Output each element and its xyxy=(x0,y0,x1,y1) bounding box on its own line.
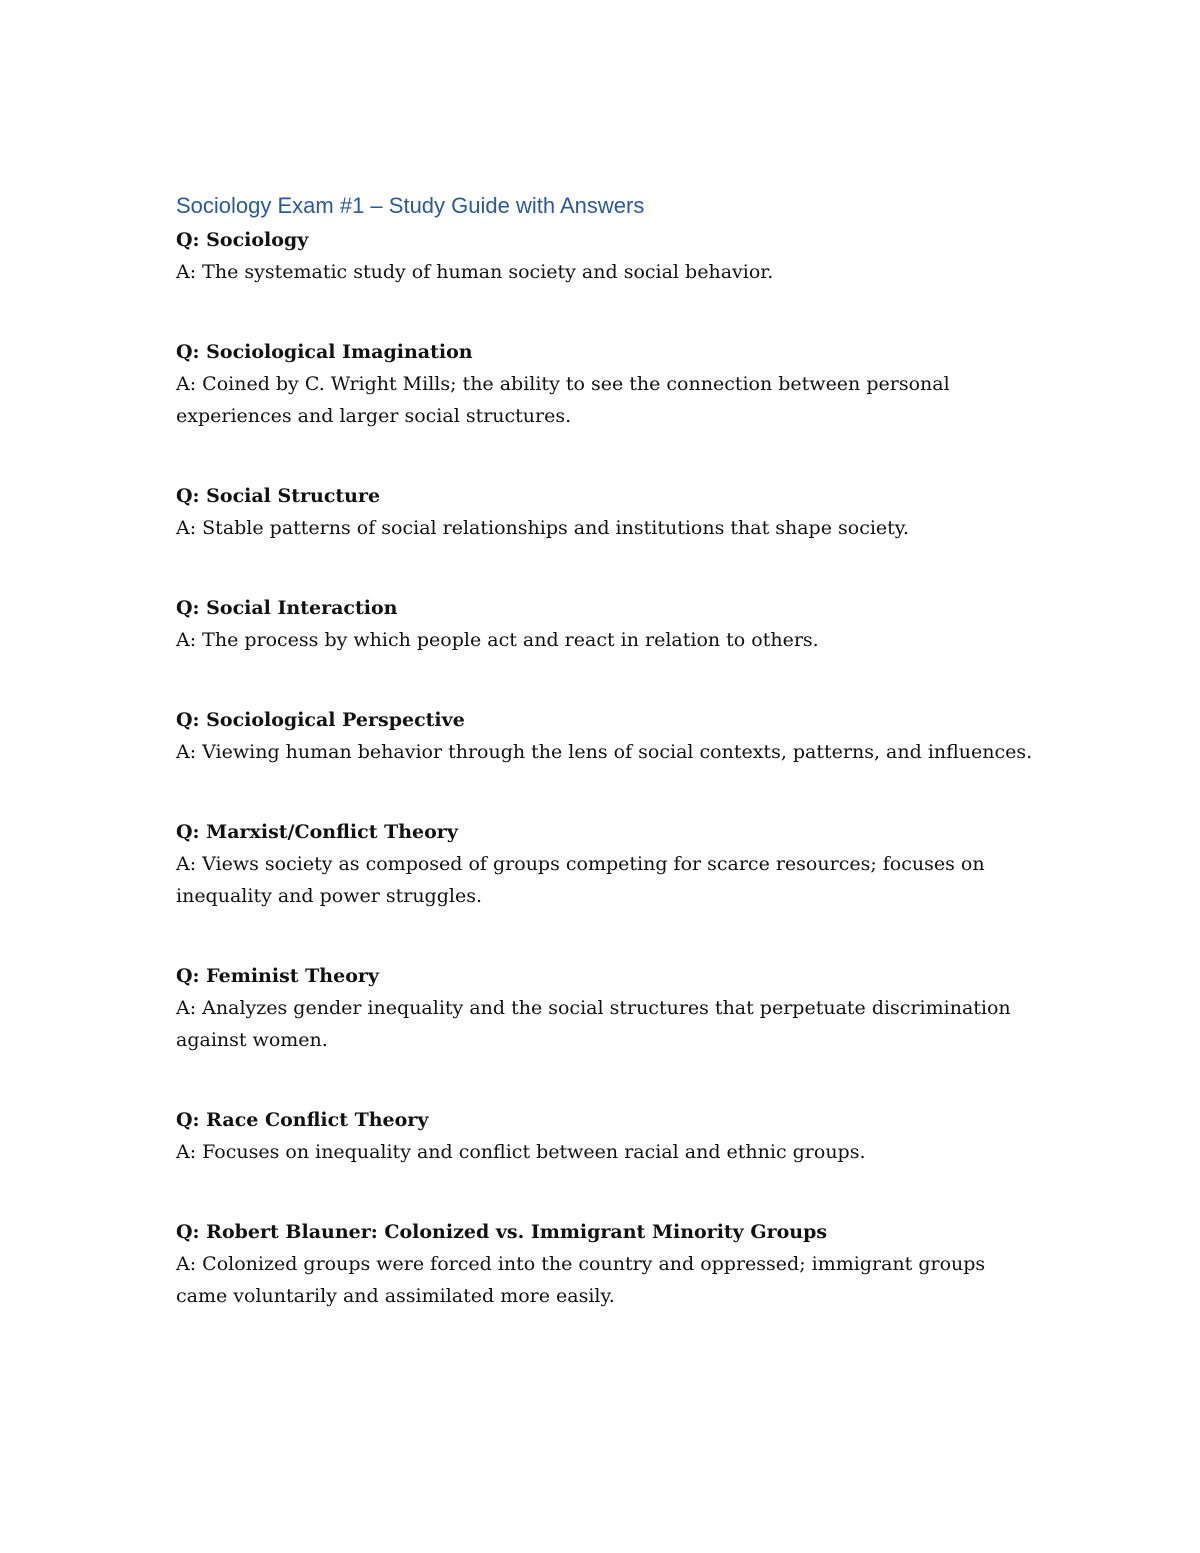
question-text: Q: Race Conflict Theory xyxy=(176,1109,429,1131)
qa-item xyxy=(176,224,1036,288)
qa-item xyxy=(176,1104,1036,1168)
question-text: Q: Social Interaction xyxy=(176,597,398,619)
question-text: Q: Robert Blauner: Colonized vs. Immigrant Minority Groups xyxy=(176,1221,828,1243)
question-text: Q: Social Structure xyxy=(176,485,381,507)
qa-item xyxy=(176,336,1036,432)
qa-item xyxy=(176,592,1036,656)
answer-text: A: Viewing human behavior through the lens of social contexts, patterns, and influences. xyxy=(176,741,1033,763)
answer-text: A: Analyzes gender inequality and the social structures that perpetuate discrimination against women. xyxy=(176,997,1011,1051)
question-text: Q: Sociology xyxy=(176,229,309,251)
answer-text: A: Stable patterns of social relationships and institutions that shape society. xyxy=(176,517,910,539)
document-title: Sociology Exam #1 – Study Guide with Answers xyxy=(176,193,645,218)
answer-text: A: The process by which people act and react in relation to others. xyxy=(176,629,819,651)
answer-text: A: Colonized groups were forced into the country and oppressed; immigrant groups came voluntarily and assimilated more easily. xyxy=(176,1253,986,1307)
question-text: Q: Feminist Theory xyxy=(176,965,379,987)
answer-text: A: Coined by C. Wright Mills; the ability to see the connection between personal experiences and larger social structures. xyxy=(176,373,950,427)
answer-text: A: The systematic study of human society and social behavior. xyxy=(176,261,774,283)
qa-item xyxy=(176,480,1036,544)
answer-text: A: Views society as composed of groups competing for scarce resources; focuses on inequality and power struggles. xyxy=(176,853,985,907)
question-text: Q: Sociological Perspective xyxy=(176,709,465,731)
question-text: Q: Marxist/Conflict Theory xyxy=(176,821,458,843)
qa-item xyxy=(176,960,1036,1056)
document-body xyxy=(176,188,1036,1312)
qa-item xyxy=(176,1216,1036,1312)
qa-item xyxy=(176,816,1036,912)
question-text: Q: Sociological Imagination xyxy=(176,341,473,363)
answer-text: A: Focuses on inequality and conflict between racial and ethnic groups. xyxy=(176,1141,866,1163)
qa-item xyxy=(176,704,1036,768)
